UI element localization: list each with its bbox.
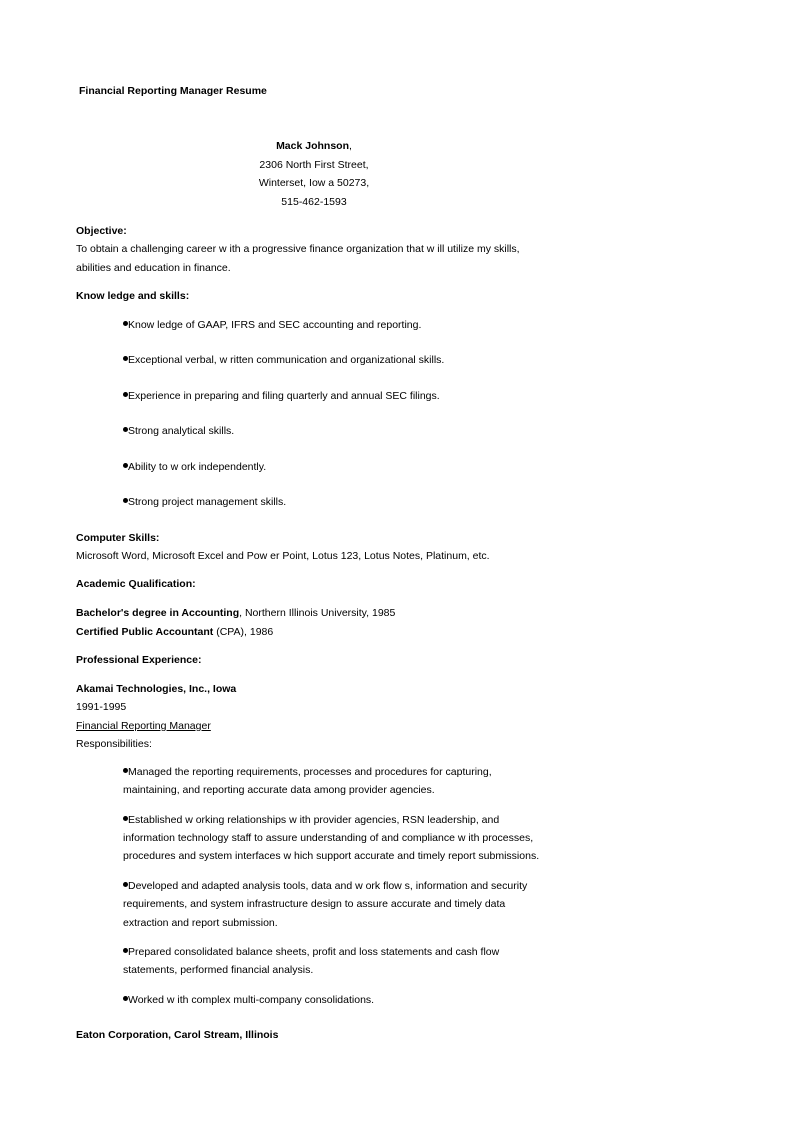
responsibility-item-continuation: information technology staff to assure understanding of and compliance w ith processes, [123,832,534,844]
contact-name-line [214,139,414,153]
objective-text-line1: To obtain a challenging career w ith a progressive finance organization that w ill utilize my skills, [76,243,520,255]
job2-company: Eaton Corporation, Carol Stream, Illinois [76,1029,279,1041]
academic-heading: Academic Qualification: [76,578,196,590]
responsibility-item: Prepared consolidated balance sheets, profit and loss statements and cash flow [123,945,499,959]
skill-item: Strong project management skills. [123,495,286,509]
skill-item: Exceptional verbal, w ritten communication and organizational skills. [123,353,444,367]
contact-city: Winterset, Iow a 50273, [258,177,370,189]
skill-item: Ability to w ork independently. [123,460,266,474]
document-title: Financial Reporting Manager Resume [79,85,267,97]
contact-name: Mack Johnson [276,140,349,152]
responsibility-item-continuation: statements, performed financial analysis. [123,964,314,976]
responsibility-item-continuation: requirements, and system infrastructure design to assure accurate and timely data [123,898,506,910]
skills-heading: Know ledge and skills: [76,290,190,302]
contact-phone: 515-462-1593 [281,196,347,208]
job1-years: 1991-1995 [76,701,127,713]
certification-name: Certified Public Accountant [76,626,214,638]
computer-skills-text: Microsoft Word, Microsoft Excel and Pow er Point, Lotus 123, Lotus Notes, Platinum, etc. [76,550,490,562]
objective-text-line2: abilities and education in finance. [76,262,231,274]
responsibility-item-continuation: extraction and report submission. [123,917,278,929]
experience-heading: Professional Experience: [76,654,202,666]
responsibility-item: Established w orking relationships w ith provider agencies, RSN leadership, and [123,813,499,827]
skill-item: Experience in preparing and filing quarterly and annual SEC filings. [123,389,440,403]
responsibility-item-continuation: maintaining, and reporting accurate data among provider agencies. [123,784,435,796]
responsibility-item: Developed and adapted analysis tools, data and w ork flow s, information and security [123,879,527,893]
contact-name-suffix: , [349,140,352,152]
skill-item: Strong analytical skills. [123,424,234,438]
job1-company: Akamai Technologies, Inc., Iowa [76,683,237,695]
degree-name: Bachelor's degree in Accounting [76,607,240,619]
contact-street: 2306 North First Street, [259,159,369,171]
certification-line [76,625,273,639]
job1-title: Financial Reporting Manager [76,720,211,732]
degree-details: , Northern Illinois University, 1985 [239,607,396,619]
responsibility-item: Managed the reporting requirements, processes and procedures for capturing, [123,765,492,779]
responsibility-item-continuation: procedures and system interfaces w hich support accurate and timely report submissions. [123,850,540,862]
degree-line [76,606,395,620]
computer-skills-heading: Computer Skills: [76,532,160,544]
responsibility-item: Worked w ith complex multi-company consolidations. [123,993,374,1007]
objective-heading: Objective: [76,225,127,237]
certification-details: (CPA), 1986 [213,626,274,638]
job1-responsibilities-label: Responsibilities: [76,738,152,750]
skill-item: Know ledge of GAAP, IFRS and SEC accounting and reporting. [123,318,421,332]
